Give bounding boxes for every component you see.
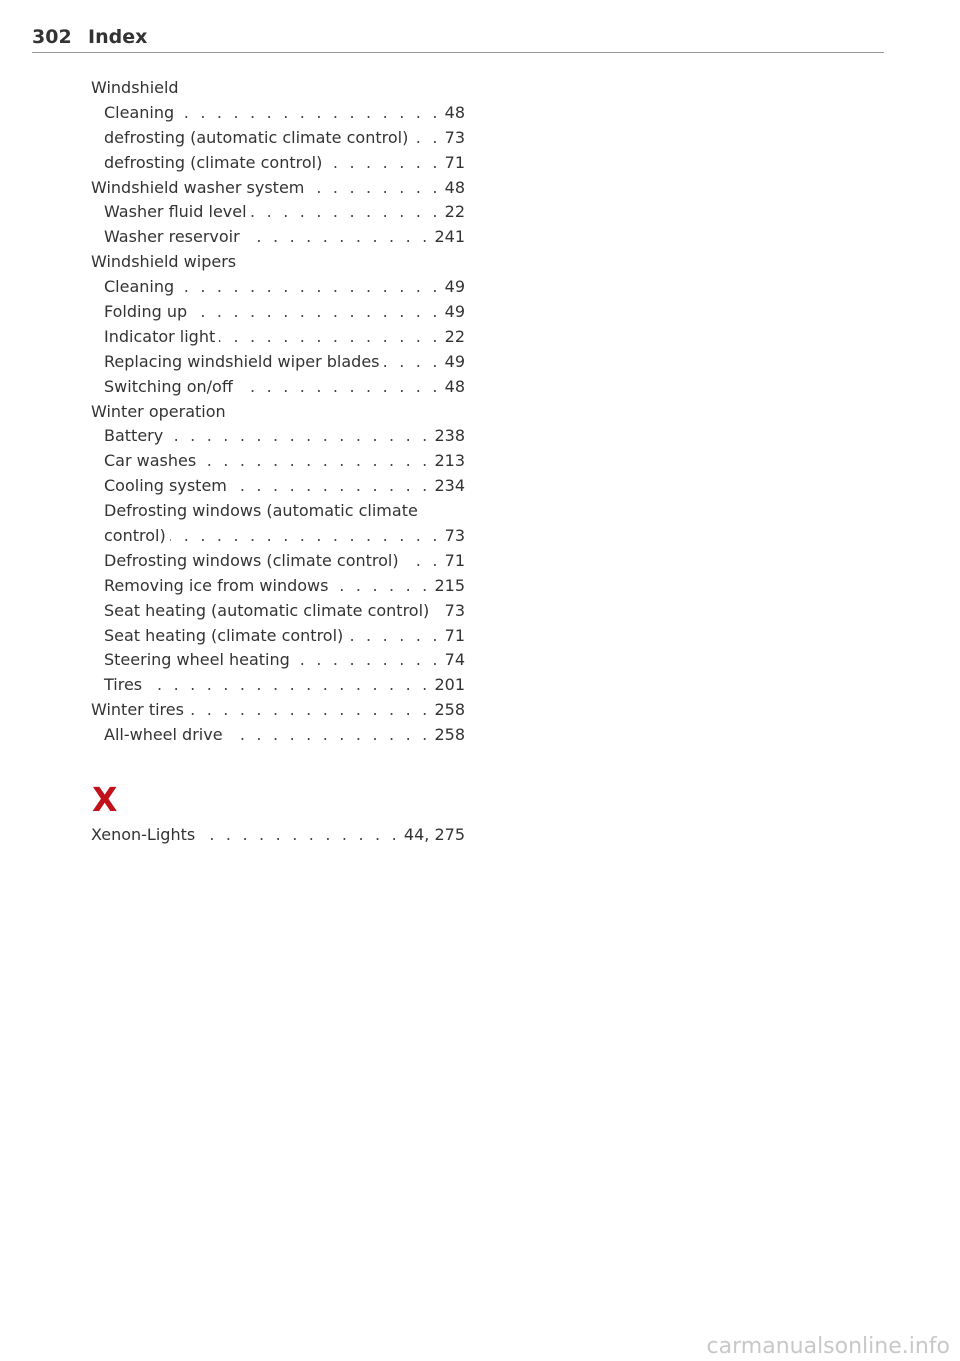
index-entry xyxy=(91,698,465,723)
index-entry-text: Cleaning xyxy=(104,277,175,297)
dot-leader xyxy=(332,574,430,599)
page-reference[interactable]: 71 xyxy=(444,152,465,172)
page-reference[interactable]: 48 xyxy=(444,376,465,396)
watermark: carmanualsonline.info xyxy=(706,1334,950,1359)
index-entry xyxy=(91,599,465,624)
index-entry xyxy=(91,275,465,300)
dot-leader xyxy=(384,350,441,375)
index-entry xyxy=(91,126,465,151)
index-entry xyxy=(91,400,465,425)
index-entry-text: control) xyxy=(104,526,166,546)
page-reference[interactable]: 234 xyxy=(434,476,465,496)
dot-leader xyxy=(191,300,440,325)
page-reference[interactable]: 48 xyxy=(444,102,465,122)
index-entry-text: defrosting (climate control) xyxy=(104,152,323,172)
index-entry-text: All-wheel drive xyxy=(104,725,223,745)
index-entry-text: Removing ice from windows xyxy=(104,575,329,595)
index-entry-text: Folding up xyxy=(104,302,188,322)
dot-leader xyxy=(146,673,430,698)
index-entry xyxy=(91,225,465,250)
dot-leader xyxy=(294,648,441,673)
dot-leader xyxy=(347,624,440,649)
index-entry-text: Car washes xyxy=(104,451,197,471)
index-entry-text: Winter operation xyxy=(91,401,226,421)
page-reference[interactable]: 71 xyxy=(444,625,465,645)
index-entry xyxy=(91,300,465,325)
page-reference[interactable]: 201 xyxy=(434,675,465,695)
index-entry xyxy=(91,474,465,499)
index-entry-text: Tires xyxy=(104,675,143,695)
index-x-entries xyxy=(91,823,465,848)
index-entry xyxy=(91,524,465,549)
dot-leader xyxy=(403,549,441,574)
index-entry xyxy=(91,624,465,649)
page-reference[interactable]: 22 xyxy=(444,202,465,222)
index-w-entries xyxy=(91,76,465,748)
page-reference[interactable]: 49 xyxy=(444,351,465,371)
index-entry-text: Washer reservoir xyxy=(104,227,240,247)
dot-leader xyxy=(178,275,440,300)
index-entry xyxy=(91,648,465,673)
dot-leader xyxy=(251,200,441,225)
page-reference[interactable]: 73 xyxy=(444,526,465,546)
index-entry-text: Washer fluid level xyxy=(104,202,247,222)
dot-leader xyxy=(219,325,440,350)
section-title: Index xyxy=(88,26,148,48)
index-entry xyxy=(91,449,465,474)
index-entry xyxy=(91,673,465,698)
index-entry-text: Windshield washer system xyxy=(91,177,305,197)
index-entry xyxy=(91,499,465,524)
page-reference[interactable]: 22 xyxy=(444,326,465,346)
index-entry-text: Cleaning xyxy=(104,102,175,122)
index-entry-text: Cooling system xyxy=(104,476,227,496)
index-entry-text: Switching on/off xyxy=(104,376,233,396)
page-header xyxy=(32,24,884,53)
index-entry xyxy=(91,350,465,375)
page-reference[interactable]: 49 xyxy=(444,277,465,297)
index-entry-text: Battery xyxy=(104,426,164,446)
index-entry-text: Windshield xyxy=(91,78,179,97)
page-reference[interactable]: 44, 275 xyxy=(403,825,465,844)
dot-leader xyxy=(237,375,441,400)
index-entry-text: Defrosting windows (automatic climate xyxy=(104,501,418,521)
index-entry xyxy=(91,723,465,748)
dot-leader xyxy=(200,449,430,474)
index-entry-text: defrosting (automatic climate control) xyxy=(104,127,409,147)
index-entry-text: Replacing windshield wiper blades xyxy=(104,351,380,371)
page-reference[interactable]: 74 xyxy=(444,650,465,670)
index-entry-text: Steering wheel heating xyxy=(104,650,290,670)
dot-leader xyxy=(199,823,400,848)
page-reference[interactable]: 241 xyxy=(434,227,465,247)
index-entry xyxy=(91,250,465,275)
dot-leader xyxy=(178,101,440,126)
dot-leader xyxy=(231,474,431,499)
dot-leader xyxy=(412,126,440,151)
page-number: 302 xyxy=(32,26,72,48)
index-entry xyxy=(91,424,465,449)
page-reference[interactable]: 73 xyxy=(444,600,465,620)
index-entry xyxy=(91,823,465,848)
page-reference[interactable]: 73 xyxy=(444,127,465,147)
index-entry xyxy=(91,176,465,201)
page-reference[interactable]: 213 xyxy=(434,451,465,471)
index-entry xyxy=(91,151,465,176)
dot-leader xyxy=(308,176,440,201)
index-entry-text: Xenon-Lights xyxy=(91,825,196,844)
page-reference[interactable]: 258 xyxy=(434,700,465,720)
index-entry-text: Winter tires xyxy=(91,700,184,720)
dot-leader xyxy=(326,151,440,176)
index-entry xyxy=(91,200,465,225)
index-entry-text: Seat heating (climate control) xyxy=(104,625,344,645)
dot-leader xyxy=(244,225,431,250)
dot-leader xyxy=(188,698,430,723)
index-entry xyxy=(91,549,465,574)
index-entry xyxy=(91,76,465,101)
page-reference[interactable]: 48 xyxy=(444,177,465,197)
page-reference[interactable]: 238 xyxy=(434,426,465,446)
page-reference[interactable]: 71 xyxy=(444,550,465,570)
index-entry xyxy=(91,375,465,400)
dot-leader xyxy=(170,524,441,549)
index-entry-text: Defrosting windows (climate control) xyxy=(104,550,399,570)
index-entry-text: Windshield wipers xyxy=(91,252,237,272)
page-reference[interactable]: 215 xyxy=(434,575,465,595)
index-entry-text: Indicator light xyxy=(104,326,216,346)
dot-leader xyxy=(167,424,430,449)
dot-leader xyxy=(227,723,431,748)
page-reference[interactable]: 258 xyxy=(434,725,465,745)
letter-heading-x: X xyxy=(92,780,118,819)
index-entry-text: Seat heating (automatic climate control) xyxy=(104,600,430,620)
index-entry xyxy=(91,101,465,126)
index-entry xyxy=(91,325,465,350)
page-reference[interactable]: 49 xyxy=(444,302,465,322)
index-entry xyxy=(91,574,465,599)
